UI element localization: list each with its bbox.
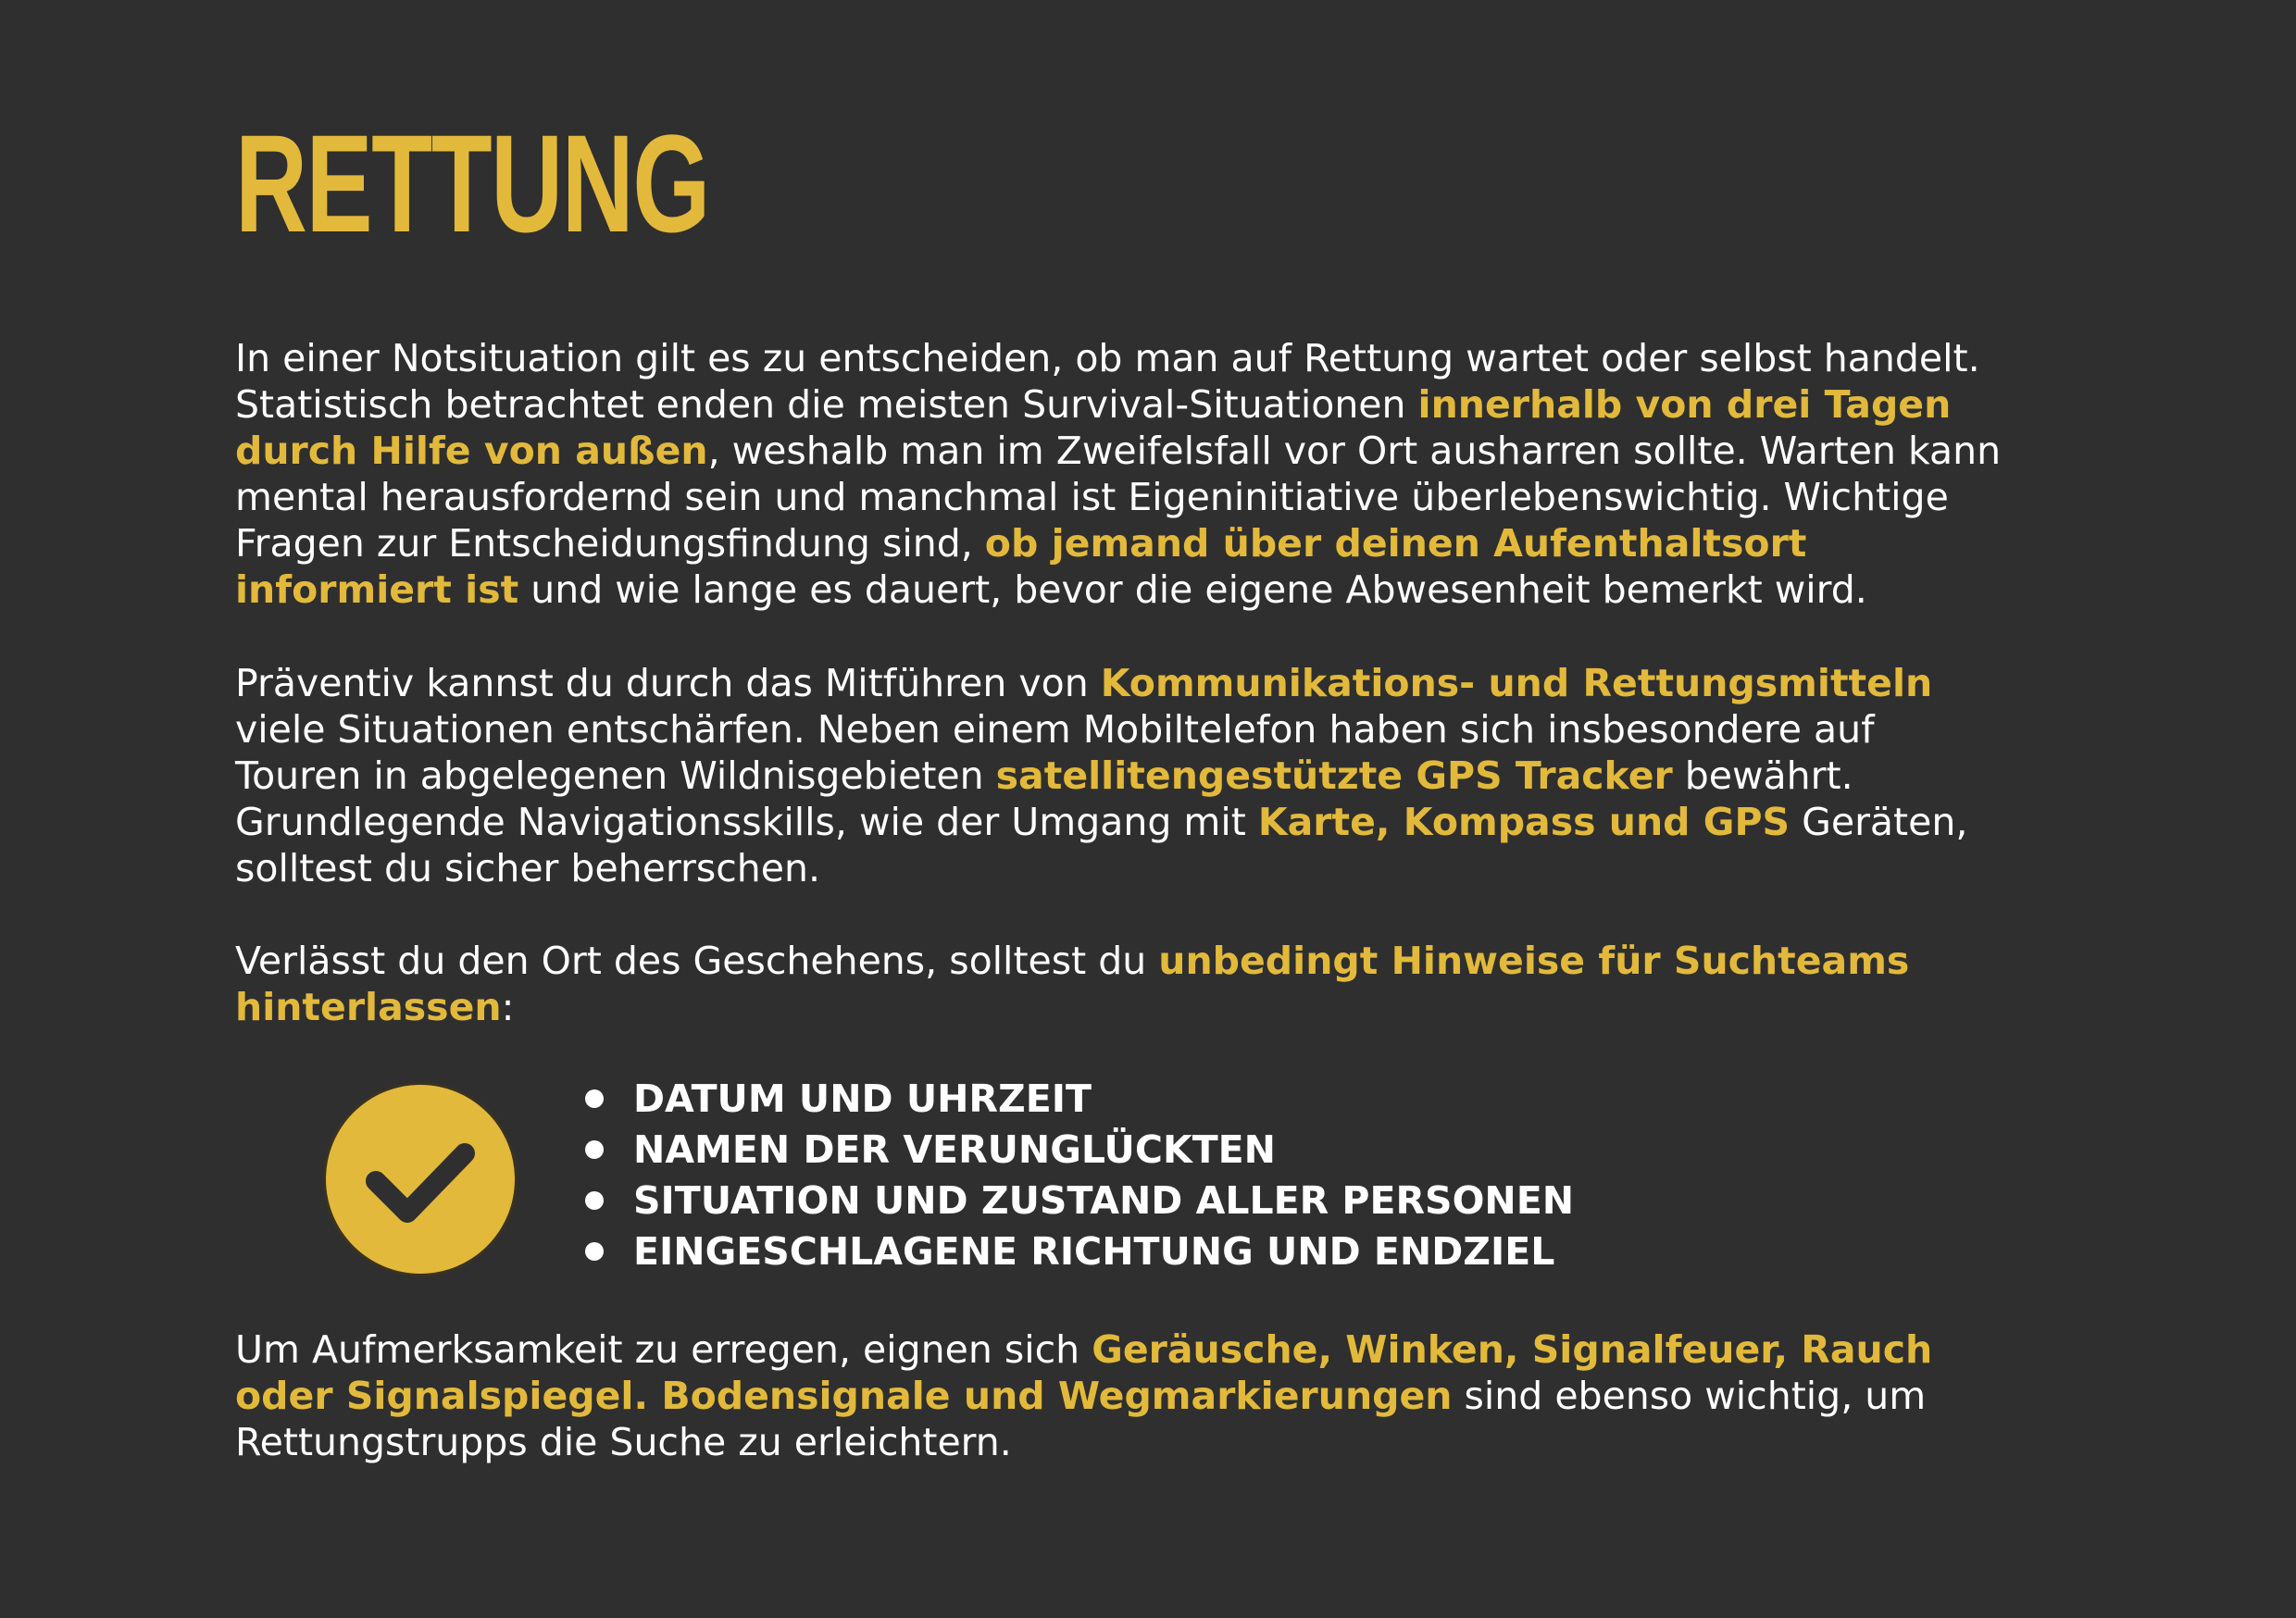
- text-line: [235, 845, 1967, 891]
- text-line: [235, 660, 1967, 706]
- text-run: Statistisch betrachtet enden die meisten Survival-Situationen: [235, 382, 1418, 427]
- highlight-text: satellitengestützte GPS Tracker: [995, 753, 1673, 798]
- highlight-text: hinterlassen: [235, 985, 502, 1029]
- highlight-text: durch Hilfe von außen: [235, 429, 708, 473]
- bullet-icon: [585, 1242, 604, 1261]
- paragraph-rescue-decision: [235, 335, 2001, 613]
- text-run: Grundlegende Navigationsskills, wie der Umgang mit: [235, 800, 1258, 844]
- text-run: Geräten,: [1790, 800, 1968, 844]
- checkmark-icon: [326, 1085, 515, 1274]
- text-run: , weshalb man im Zweifelsfall vor Ort ausharren sollte. Warten kann: [707, 429, 2002, 473]
- highlight-text: unbedingt Hinweise für Suchteams: [1158, 939, 1910, 983]
- text-line: [235, 1419, 1932, 1465]
- text-run: Fragen zur Entscheidungsfindung sind,: [235, 521, 985, 566]
- text-line: [235, 706, 1967, 753]
- text-line: [235, 335, 2001, 381]
- paragraph-signals: [235, 1326, 1932, 1465]
- highlight-text: oder Signalspiegel. Bodensignale und Wegmarkierungen: [235, 1374, 1453, 1418]
- text-run: mental herausfordernd sein und manchmal ist Eigeninitiative überlebenswichtig. Wichtige: [235, 475, 1949, 519]
- text-line: [235, 799, 1967, 845]
- checkmark-circle-icon: [326, 1085, 515, 1274]
- text-line: [235, 566, 2001, 613]
- text-run: :: [501, 985, 515, 1029]
- text-line: [235, 474, 2001, 520]
- text-run: Um Aufmerksamkeit zu erregen, eignen sich: [235, 1327, 1092, 1372]
- text-line: [235, 381, 2001, 428]
- paragraph-leaving-site: [235, 938, 1909, 1030]
- text-run: Präventiv kannst du durch das Mitführen von: [235, 661, 1101, 705]
- text-run: sind ebenso wichtig, um: [1452, 1374, 1927, 1418]
- text-run: In einer Notsituation gilt es zu entscheiden, ob man auf Rettung wartet oder selbst handelt.: [235, 336, 1980, 380]
- list-item: [583, 1074, 1574, 1125]
- hint-checklist: [583, 1074, 1574, 1277]
- highlight-text: innerhalb von drei Tagen: [1417, 382, 1952, 427]
- list-item-label: SITUATION UND ZUSTAND ALLER PERSONEN: [633, 1178, 1575, 1223]
- text-line: [235, 753, 1967, 799]
- text-line: [235, 1373, 1932, 1419]
- bullet-icon: [585, 1089, 604, 1108]
- highlight-text: informiert ist: [235, 567, 519, 612]
- text-line: [235, 428, 2001, 474]
- text-run: bewährt.: [1672, 753, 1853, 798]
- text-line: [235, 938, 1909, 984]
- highlight-text: Karte, Kompass und GPS: [1257, 800, 1791, 844]
- text-run: Rettungstrupps die Suche zu erleichtern.: [235, 1420, 1012, 1464]
- page-title: RETTUNG: [235, 106, 709, 261]
- highlight-text: Geräusche, Winken, Signalfeuer, Rauch: [1092, 1327, 1933, 1372]
- highlight-text: Kommunikations- und Rettungsmitteln: [1100, 661, 1933, 705]
- bullet-icon: [585, 1140, 604, 1159]
- text-run: Verlässt du den Ort des Geschehens, solltest du: [235, 939, 1159, 983]
- list-item-label: NAMEN DER VERUNGLÜCKTEN: [633, 1127, 1276, 1172]
- list-item: [583, 1176, 1574, 1226]
- text-line: [235, 984, 1909, 1030]
- highlight-text: ob jemand über deinen Aufenthaltsort: [984, 521, 1807, 566]
- bullet-icon: [585, 1191, 604, 1210]
- text-run: viele Situationen entschärfen. Neben einem Mobiltelefon haben sich insbesondere auf: [235, 707, 1875, 752]
- list-item: [583, 1226, 1574, 1277]
- text-run: und wie lange es dauert, bevor die eigene Abwesenheit bemerkt wird.: [518, 567, 1867, 612]
- text-line: [235, 520, 2001, 566]
- list-item-label: DATUM UND UHRZEIT: [633, 1077, 1092, 1121]
- text-run: Touren in abgelegenen Wildnisgebieten: [235, 753, 996, 798]
- list-item: [583, 1125, 1574, 1176]
- text-line: [235, 1326, 1932, 1373]
- text-run: solltest du sicher beherrschen.: [235, 846, 821, 890]
- paragraph-prevention: [235, 660, 1967, 891]
- list-item-label: EINGESCHLAGENE RICHTUNG UND ENDZIEL: [633, 1229, 1555, 1274]
